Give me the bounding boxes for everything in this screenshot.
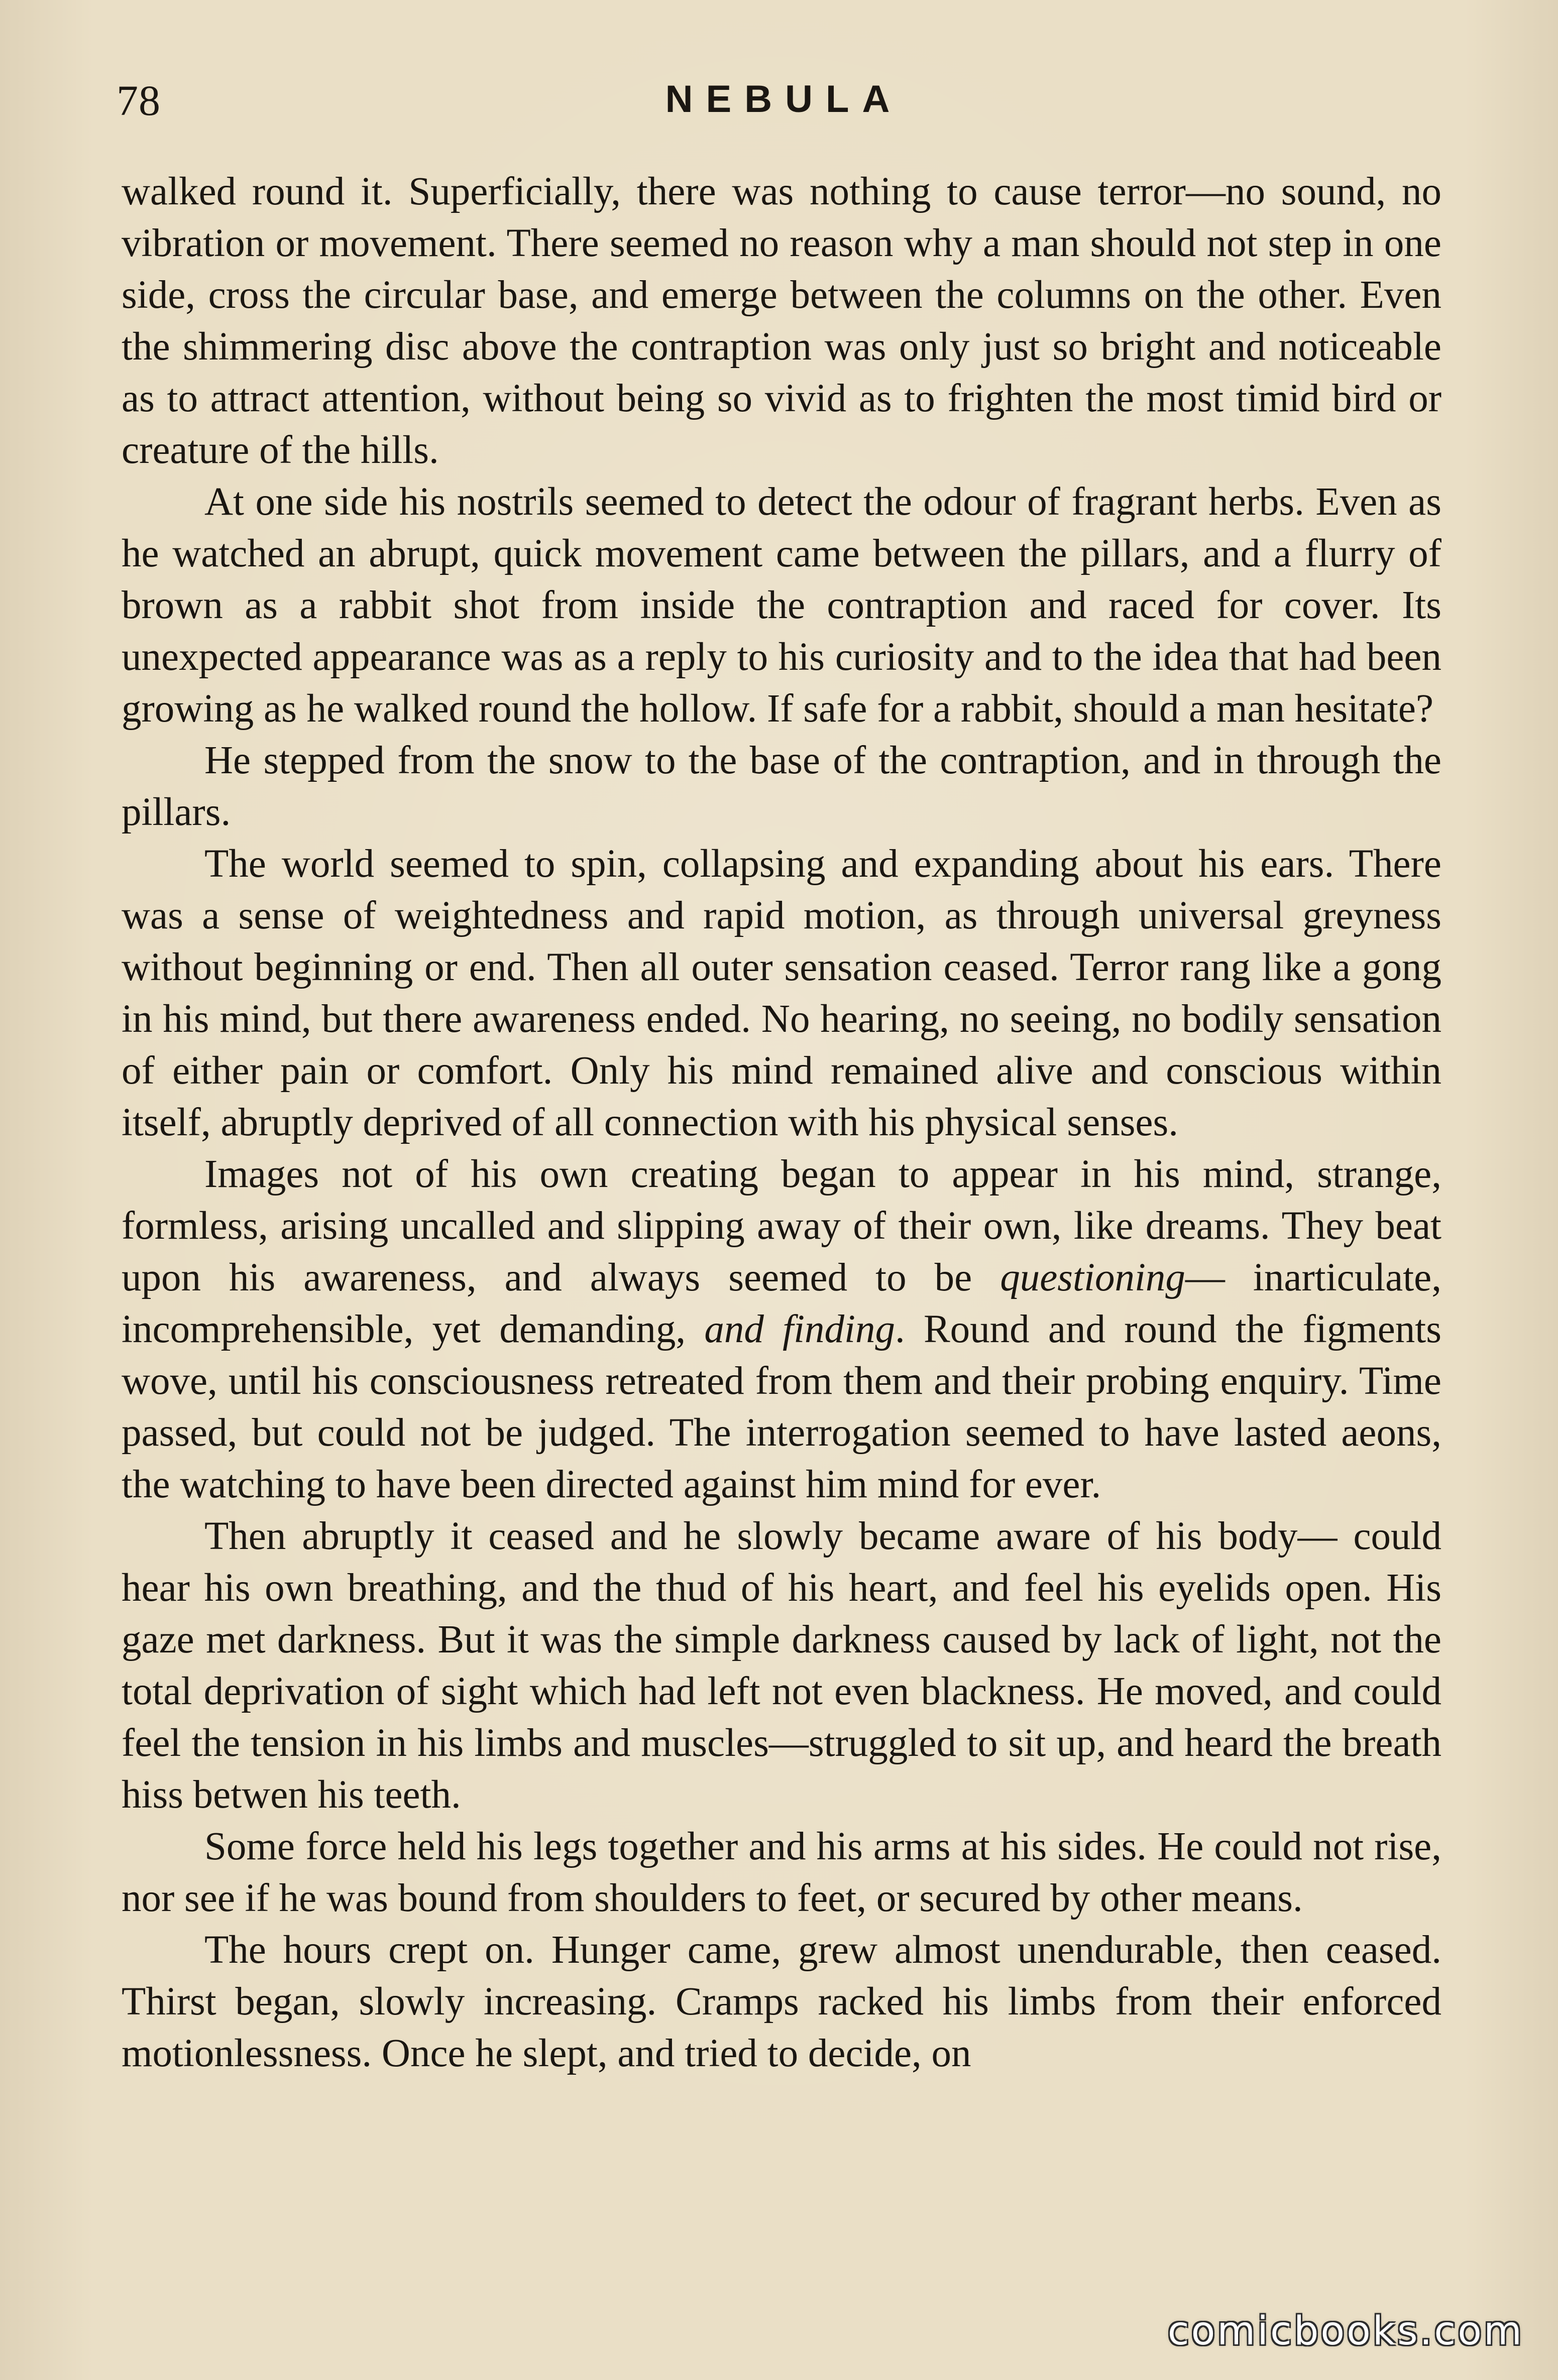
paragraph-5-italic-2: and finding: [704, 1307, 895, 1351]
paragraph-2: At one side his nostrils seemed to detect the odour of fragrant herbs. Even as he watched an abrupt, quick movement came between the pillars, and a flurry of brown as a rabbit shot from inside the contraption and raced for cover. Its unexpected appearance was as a reply to his curiosity and to the idea that had been growing as he walked round the hollow. If safe for a rabbit, should a man hesitate?: [122, 480, 1441, 731]
paragraph-5: [122, 1148, 1441, 1510]
watermark-logo: comicbooks.com: [1167, 2309, 1524, 2354]
paragraph-1: walked round it. Superficially, there was nothing to cause terror—no sound, no vibration or movement. There seemed no reason why a man should not step in one side, cross the circular base, and emerge between the columns on the other. Even the shimmering disc above the contraption was only just so bright and noticeable as to attract attention, without being so vivid as to frighten the most timid bird or creature of the hills.: [122, 170, 1441, 472]
paragraph-6: Then abruptly it ceased and he slowly became aware of his body— could hear his own breathing, and the thud of his heart, and feel his eyelids open. His gaze met darkness. But it was the simple darkness caused by lack of light, not the total deprivation of sight which had left not even blackness. He moved, and could feel the tension in his limbs and muscles—struggled to sit up, and heard the breath hiss betwen his teeth.: [122, 1514, 1441, 1817]
body-text: [122, 166, 1441, 2079]
paragraph-7: Some force held his legs together and his arms at his sides. He could not rise, nor see if he was bound from shoulders to feet, or secured by other means.: [122, 1825, 1441, 1920]
running-title: NEBULA: [665, 78, 903, 121]
page-header: [0, 75, 1558, 136]
paragraph-5-text-3: . Round and round the figments wove, until his consciousness retreated from them and their probing enquiry. Time passed, but could not be judged. The interrogation seemed to have lasted aeons, the watching to have been directed against him mind for ever.: [122, 1307, 1441, 1506]
paragraph-5-text-2: — inarticulate, incomprehensible, yet demanding,: [122, 1256, 1441, 1351]
paragraph-8: The hours crept on. Hunger came, grew almost unendurable, then ceased. Thirst began, slowly increasing. Cramps racked his limbs from their enforced motionlessness. Once he slept, and tried to decide, on: [122, 1928, 1441, 2075]
paragraph-4: The world seemed to spin, collapsing and expanding about his ears. There was a sense of weightedness and rapid motion, as through universal greyness without beginning or end. Then all outer sensation ceased. Terror rang like a gong in his mind, but there awareness ended. No hearing, no seeing, no bodily sensation of either pain or comfort. Only his mind remained alive and conscious within itself, abruptly deprived of all connection with his physical senses.: [122, 842, 1441, 1144]
paragraph-3: He stepped from the snow to the base of the contraption, and in through the pillars.: [122, 739, 1441, 834]
paragraph-5-text-1: Images not of his own creating began to appear in his mind, strange, formless, arising uncalled and slipping away of their own, like dreams. They beat upon his awareness, and always seemed to be: [122, 1152, 1441, 1299]
page-number: 78: [117, 76, 161, 125]
paragraph-5-italic-1: questioning: [1000, 1256, 1185, 1299]
